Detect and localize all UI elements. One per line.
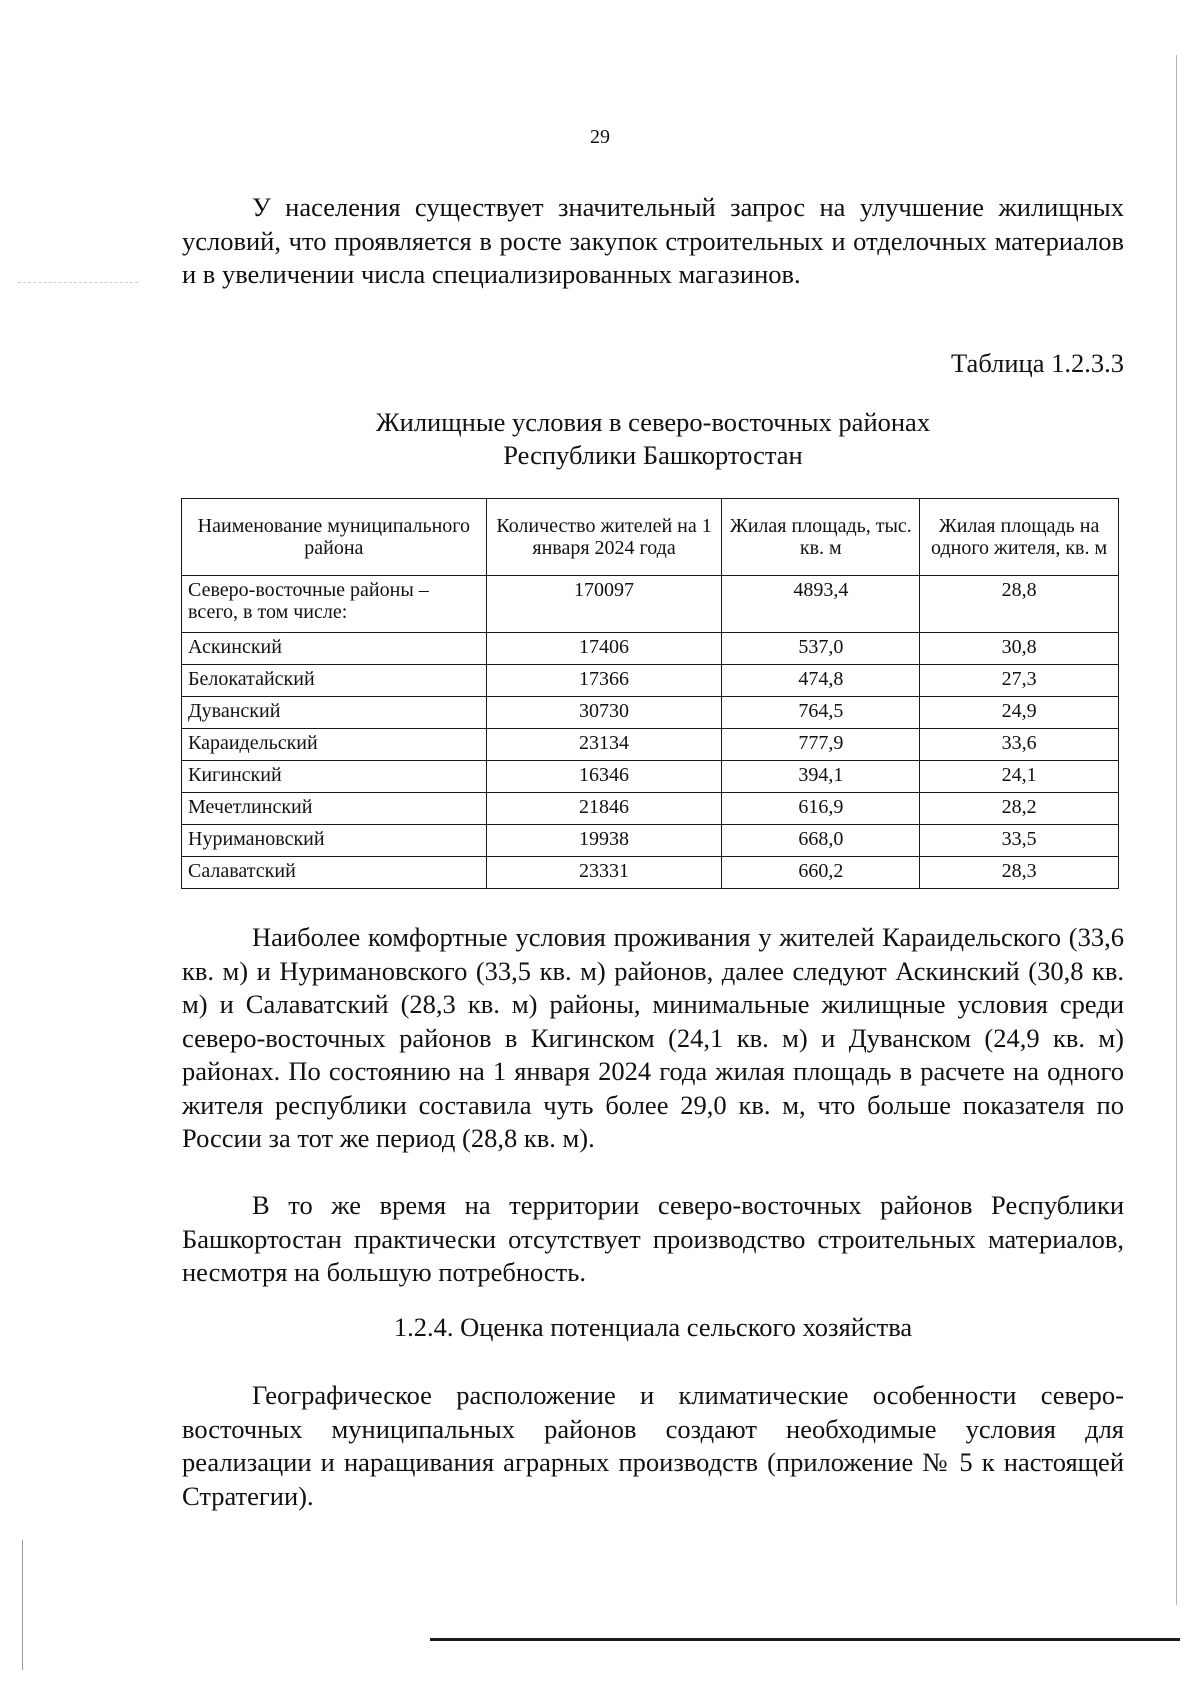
cell-name: Кигинский bbox=[182, 761, 487, 793]
cell-area: 616,9 bbox=[722, 793, 920, 825]
comfort-paragraph: Наиболее комфортные условия проживания у жителей Караидельского (33,6 кв. м) и Нуримановского (33,5 кв. м) районов, далее следуют Аскинский (30,8 кв. м) и Салаватский (28,3 кв. м) районы, минимальные жилищные условия среди северо-восточных районов в Кигинском (24,1 кв. м) и Дуванском (24,9 кв. м) районах. По состоянию на 1 января 2024 года жилая площадь в расчете на одного жителя республики составила чуть более 29,0 кв. м, что больше показателя по России за тот же период (28,8 кв. м). bbox=[182, 922, 1124, 1153]
cell-name: Северо-восточные районы – всего, в том числе: bbox=[182, 576, 487, 633]
table-row bbox=[182, 761, 1119, 793]
cell-per-capita: 28,2 bbox=[920, 793, 1119, 825]
intro-paragraph: У населения существует значительный запрос на улучшение жилищных условий, что проявляется в росте закупок строительных и отделочных материалов и в увеличении числа специализированных магазинов. bbox=[182, 192, 1124, 289]
cell-name: Мечетлинский bbox=[182, 793, 487, 825]
cell-area: 668,0 bbox=[722, 825, 920, 857]
cell-name: Нуримановский bbox=[182, 825, 487, 857]
table-label: Таблица 1.2.3.3 bbox=[951, 348, 1124, 378]
scan-edge-line bbox=[22, 1540, 23, 1670]
cell-per-capita: 28,3 bbox=[920, 857, 1119, 889]
materials-paragraph: В то же время на территории северо-восточных районов Республики Башкортостан практически отсутствует производство строительных материалов, несмотря на большую потребность. bbox=[182, 1190, 1124, 1287]
scan-margin-line bbox=[1176, 55, 1177, 1605]
cell-population: 21846 bbox=[486, 793, 722, 825]
cell-population: 17366 bbox=[486, 665, 722, 697]
cell-population: 23331 bbox=[486, 857, 722, 889]
cell-area: 660,2 bbox=[722, 857, 920, 889]
table-row bbox=[182, 665, 1119, 697]
table-row bbox=[182, 729, 1119, 761]
cell-area: 764,5 bbox=[722, 697, 920, 729]
cell-population: 17406 bbox=[486, 633, 722, 665]
cell-per-capita: 24,1 bbox=[920, 761, 1119, 793]
cell-name: Белокатайский bbox=[182, 665, 487, 697]
table-row bbox=[182, 857, 1119, 889]
page-number: 29 bbox=[590, 126, 610, 148]
cell-name: Салаватский bbox=[182, 857, 487, 889]
cell-population: 19938 bbox=[486, 825, 722, 857]
cell-population: 16346 bbox=[486, 761, 722, 793]
table-title bbox=[182, 406, 1124, 472]
header-district-name: Наименование муниципального района bbox=[182, 499, 487, 576]
header-population: Количество жителей на 1 января 2024 года bbox=[486, 499, 722, 576]
header-area-per-capita: Жилая площадь на одного жителя, кв. м bbox=[920, 499, 1119, 576]
cell-per-capita: 33,5 bbox=[920, 825, 1119, 857]
cell-area: 474,8 bbox=[722, 665, 920, 697]
housing-table bbox=[181, 498, 1119, 889]
cell-area: 394,1 bbox=[722, 761, 920, 793]
cell-name: Караидельский bbox=[182, 729, 487, 761]
table-row bbox=[182, 825, 1119, 857]
cell-name: Дуванский bbox=[182, 697, 487, 729]
cell-area: 4893,4 bbox=[722, 576, 920, 633]
cell-area: 777,9 bbox=[722, 729, 920, 761]
table-header-row bbox=[182, 499, 1119, 576]
cell-population: 170097 bbox=[486, 576, 722, 633]
cell-population: 30730 bbox=[486, 697, 722, 729]
scan-artifact-dash bbox=[18, 282, 138, 284]
header-living-area: Жилая площадь, тыс. кв. м bbox=[722, 499, 920, 576]
cell-per-capita: 28,8 bbox=[920, 576, 1119, 633]
agriculture-paragraph: Географическое расположение и климатические особенности северо-восточных муниципальных районов создают необходимые условия для реализации и наращивания аграрных производств (приложение № 5 к настоящей Стратегии). bbox=[182, 1380, 1124, 1511]
table-row bbox=[182, 793, 1119, 825]
cell-area: 537,0 bbox=[722, 633, 920, 665]
table-row bbox=[182, 576, 1119, 633]
cell-name: Аскинский bbox=[182, 633, 487, 665]
table-row bbox=[182, 633, 1119, 665]
table-row bbox=[182, 697, 1119, 729]
cell-per-capita: 30,8 bbox=[920, 633, 1119, 665]
table-title-line-1: Жилищные условия в северо-восточных районах bbox=[375, 407, 931, 437]
cell-per-capita: 33,6 bbox=[920, 729, 1119, 761]
cell-per-capita: 27,3 bbox=[920, 665, 1119, 697]
cell-population: 23134 bbox=[486, 729, 722, 761]
section-heading: 1.2.4. Оценка потенциала сельского хозяйства bbox=[393, 1312, 913, 1342]
cell-per-capita: 24,9 bbox=[920, 697, 1119, 729]
table-title-line-2: Республики Башкортостан bbox=[503, 440, 803, 470]
footer-rule bbox=[430, 1638, 1180, 1641]
